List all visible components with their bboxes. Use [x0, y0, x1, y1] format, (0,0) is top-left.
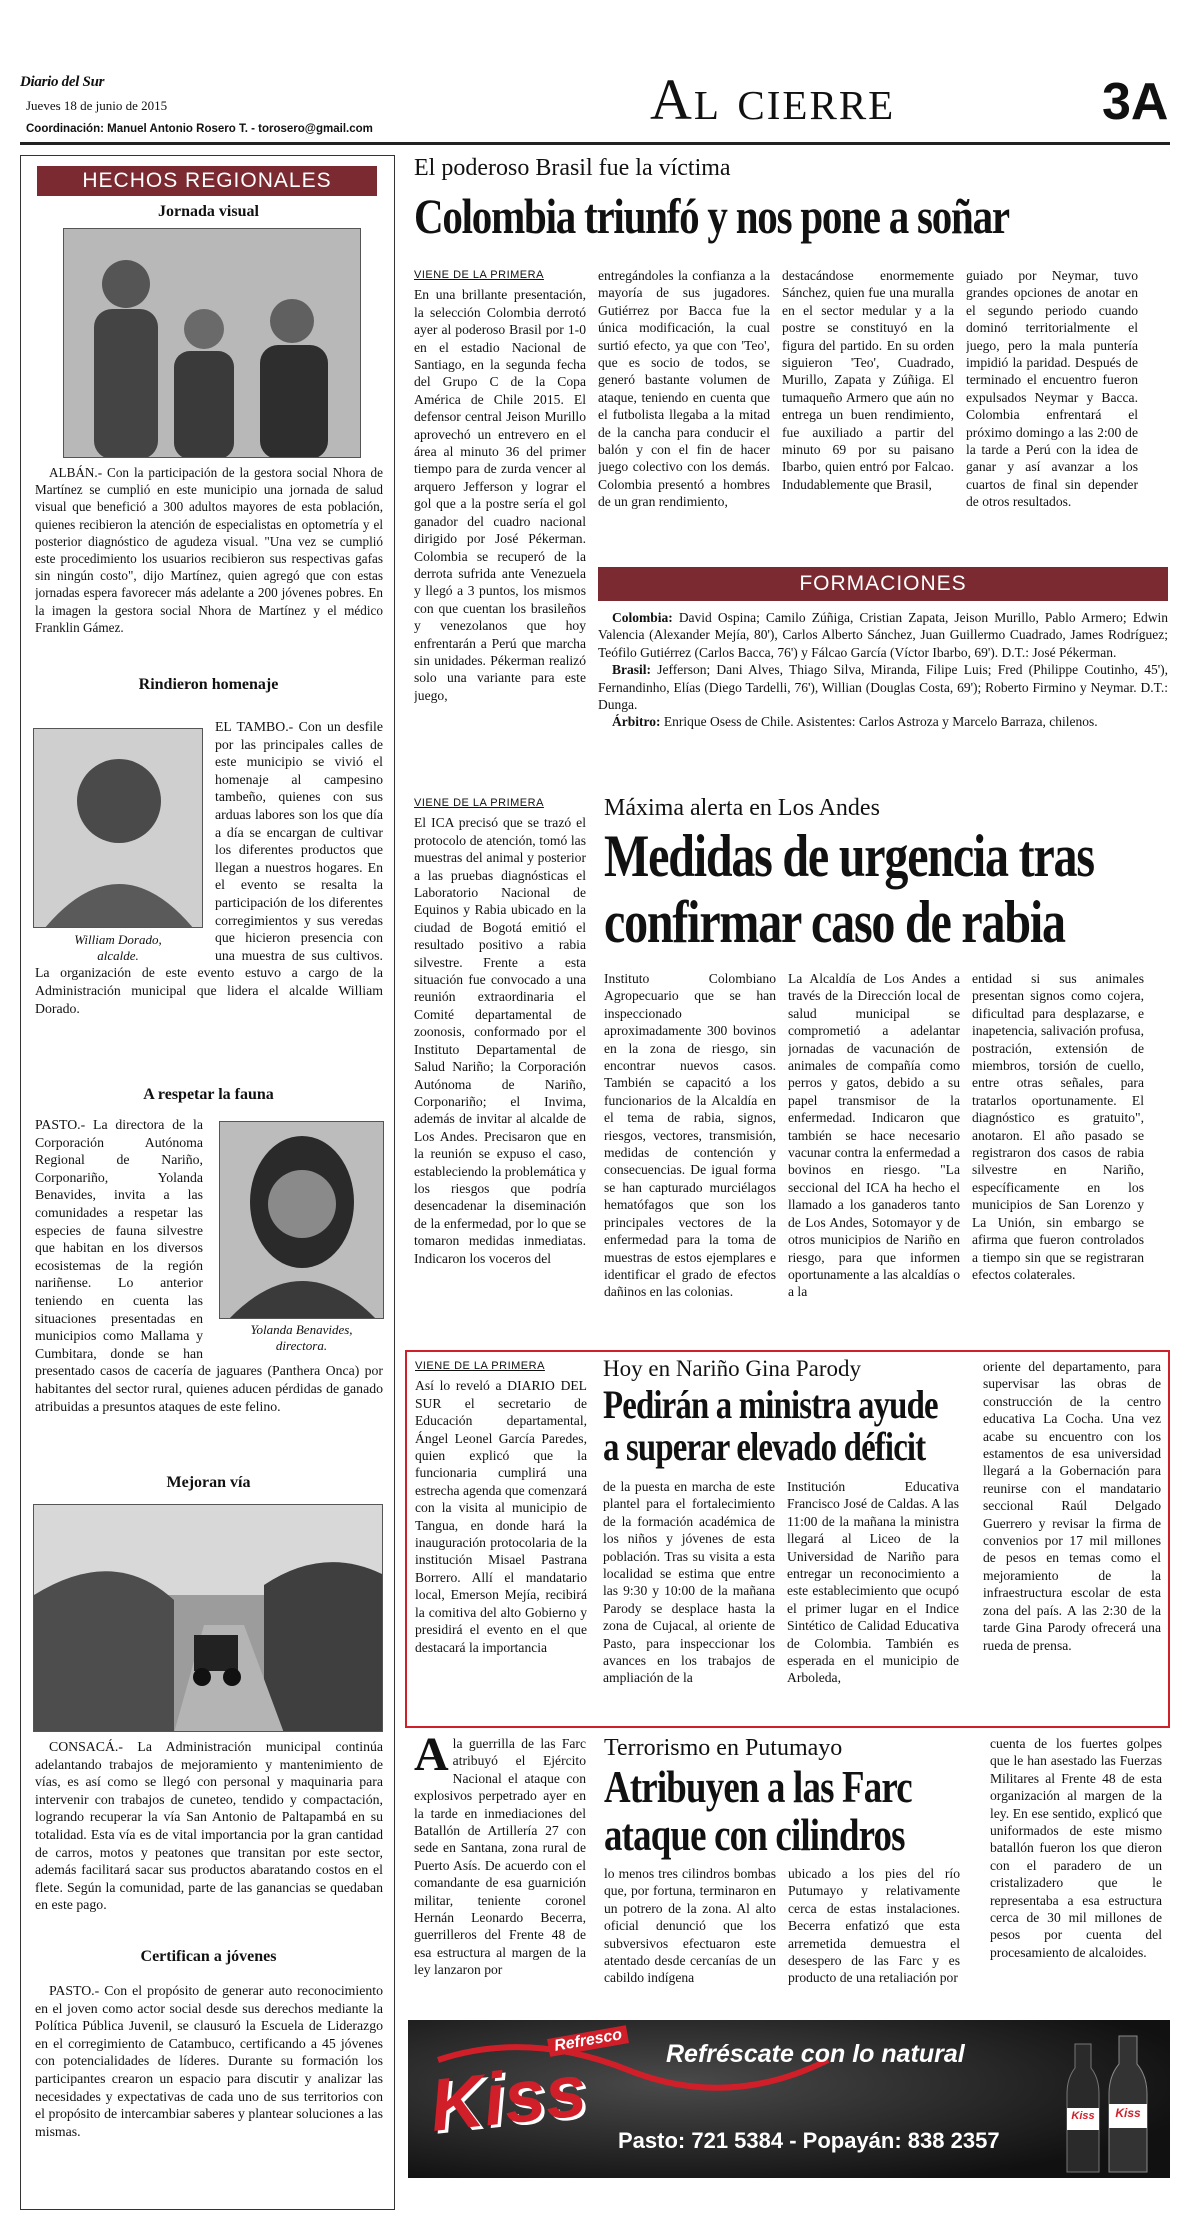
- sidebar: [20, 155, 395, 2210]
- headline-parody: Pedirán a ministra ayude a superar elevado déficit: [603, 1382, 938, 1469]
- viene-label: VIENE DE LA PRIMERA: [415, 1360, 545, 1372]
- dropcap: A: [414, 1735, 449, 1781]
- story-title-fauna: A respetar la fauna: [143, 1086, 274, 1103]
- ad-phones: Pasto: 721 5384 - Popayán: 838 2357: [618, 2128, 1000, 2153]
- story-text-homenaje: [35, 718, 383, 1068]
- photo-mejoran-via: [33, 1504, 383, 1732]
- col4-farc: cuenta de los fuertes golpes que le han asestado las Fuerzas Militares al Frente 48 de esta organización al margen de la ley. En ese sentido, explicó que uniformados de este mismo batallón fueron los que dieron con el paradero de un cristalizadero que le representaba a esa estructura cerca de 30 mil millones de pesos por cuenta del procesamiento de alcaloides.: [990, 1736, 1162, 1960]
- story-title-via: Mejoran vía: [166, 1474, 251, 1491]
- col4-colombia: guiado por Neymar, tuvo grandes opciones de anotar en el segundo periodo cuando dominó territorialmente el juego, pero la mala puntería impidió la paridad. Después de terminado el encuentro fueron expulsados Neymar y Bacca. Colombia enfrentará el próximo domingo a las 2:00 de la tarde a Perú con la idea de ganar y así avanzar a los cuartos de final sin depender de otros resultados.: [966, 268, 1138, 510]
- article-parody: [405, 1350, 1170, 1728]
- kicker-rabia: Máxima alerta en Los Andes: [604, 795, 880, 821]
- col3-farc: ubicado a los pies del río Putumayo y relativamente cerca de estas instalaciones. Becerra enfatizó que esta arremetida demuestra el desespero de las Farc y es producto de una retaliación por: [788, 1866, 960, 1986]
- formaciones-text: [598, 609, 1168, 731]
- kicker-colombia: El poderoso Brasil fue la víctima: [414, 155, 731, 181]
- homenaje-text: EL TAMBO.- Con un desfile por las principales calles de este municipio se vivió el homenaje al campesino tambeño, quienes con sus arduas labores son los que día a día se encargan de cultivar los diferentes productos que llegan a nuestros hogares. En el evento se resalta la participación de los diferentes corregimientos y sus veredas que hicieron presencia con una muestra de sus cultivos. La organización de este evento estuvo a cargo de la Administración municipal que lidera el alcalde William Dorado.: [35, 719, 383, 1016]
- bottle-label-right: Kiss: [1115, 2106, 1141, 2120]
- referee: Enrique Osess de Chile. Asistentes: Carlos Astroza y Marcelo Barraza, chilenos.: [663, 714, 1098, 730]
- kicker-farc: Terrorismo en Putumayo: [604, 1735, 843, 1761]
- headline-colombia: Colombia triunfó y nos pone a soñar: [414, 188, 1009, 244]
- col1-rabia: VIENE DE LA PRIMERA El ICA precisó que se trazó el protocolo de atención, tomó las muestras del animal y posterior a las pruebas diagnósticas el Laboratorio Nacional de Equinos y Rabia ubicado en la ciudad de Bogotá emitió el resultado positivo a rabia silvestre. Frente a esta situación fue convocado a una reunión extraordinaria el Comité departamental de zoonosis, conformado por el Instituto Departamental de Salud Nariño; la Corporación Autónoma de Nariño, Corponariño; el Invima, además de invitar al alcalde de Los Andes. Precisaron que en la reunión se expuso el caso, estableciendo la problemática y los riesgos que podría desencadenar la diseminación de la enfermedad, por lo que se tomaron medidas inmediatas. Indicaron los voceros del: [414, 797, 586, 1266]
- article-farc: [410, 1735, 1170, 2005]
- lineup-colombia: David Ospina; Camilo Zúñiga, Cristian Zapata, Jeison Murillo, Pablo Armero; Edwin Valencia (Alexander Mejía, 80'), Carlos Alberto Sánchez, Juan Guillermo Cuadrado, James Rodríguez; Teófilo Gutiérrez (Carlos Bacca, 76') y Fálcao García (Víctor Ibarbo, 69'). D.T.: José Pékerman.: [598, 610, 1168, 660]
- col1-colombia: VIENE DE LA PRIMERA En una brillante presentación, la selección Colombia derrotó ayer al poderoso Brasil por 1-0 en el estadio Nacional de Santiago, en la segunda fecha del Grupo C de la Copa América de Chile 2015. El defensor central Jeison Murillo aprovechó un entrevero en el área al minuto 36 del primer tiempo para de zurda vencer al arquero Jefferson y lograr el gol que a la postre sería el gol ganador del cuadro nacional dirigido por José Pékerman. Colombia se recuperó de la derrota sufrida ante Venezuela y llegó a 3 puntos, los mismos con que cuentan los brasileños y venezolanos que hoy enfrentarán a Perú que marcha sin unidades. Pékerman realizó solo una variante para este juego,: [414, 269, 586, 703]
- photo-jornada-visual: [63, 228, 361, 458]
- road-machinery-photo: [34, 1505, 383, 1732]
- ad-brand-logo: Kiss: [426, 2048, 591, 2147]
- fauna-text: PASTO.- La directora de la Corporación Autónoma Regional de Nariño, Corponariño, Yolanda Benavides, invita a las comunidades a respetar las especies de fauna silvestre que habitan en los diversos ecosistemas de la región nariñense. Lo anterior teniendo en cuenta las situaciones presentadas en municipios como Mallama y Cumbitara, donde se han presentado casos de cacería de jaguares (Panthera Onca) por habitantes del sector rural, quienes aducen pérdidas de ganado atribuidas a presuntos ataques de este felino.: [35, 1117, 383, 1414]
- story-text-certifican: PASTO.- Con el propósito de generar auto reconocimiento en el joven como actor social desde sus derechos mediante la Política Pública Juvenil, se clausuró la Escuela de Liderazgo en el corregimiento de Catambuco, certificando a 45 jóvenes con potencialidades de líderes. Durante su formación los participantes crearon un espacio para discutir y analizar las necesidades y expectativas de cada uno de sus territorios con el propósito de intercambiar saberes y plantear soluciones a las mismas.: [35, 1983, 383, 2139]
- masthead-rule: [20, 142, 1170, 145]
- col3-colombia: destacándose enormemente Sánchez, quien fue una muralla en el sector medular y a la postre se constituyó en la figura del partido. En su orden siguieron 'Teo', Cuadrado, Murillo, Zapata y Zúñiga. El tumaqueño Armero que aún no entrega un buen rendimiento, fue auxiliado a partir del minuto 69 por su paisano Ibarbo, quien entró por Falcao. Indudablemente que Brasil,: [782, 268, 954, 492]
- people-photo: [64, 229, 361, 458]
- col3-rabia: La Alcaldía de Los Andes a través de la Dirección local de salud municipal se comprometió a adelantar jornadas de vacunación de animales de compañía como perros y gatos, debido a su papel transmisor de la enfermedad. Indicaron que también se hace necesario vacunar contra la enfermedad a bovinos en riesgo. "La seccional del ICA ha hecho el llamado a los ganaderos tanto de Los Andes, Sotomayor y de otros municipios de Nariño en riesgo, para que informen oportunamente a las alcaldías o a la: [788, 971, 960, 1300]
- masthead: [20, 68, 1170, 148]
- col3-parody: Institución Educativa Francisco José de Caldas. A las 11:00 de la mañana la ministra llegará al Liceo de la Universidad de Nariño para entregar un reconocimiento a este establecimiento que ocupó el primer lugar en el Indice Sintético de Calidad Educativa de Colombia. También es esperada en el municipio de Arboleda,: [787, 1479, 959, 1686]
- kicker-parody: Hoy en Nariño Gina Parody: [603, 1356, 862, 1381]
- ad-slogan: Refréscate con lo natural: [666, 2040, 965, 2068]
- coordination-line: Coordinación: Manuel Antonio Rosero T. - torosero@gmail.com: [26, 123, 373, 135]
- col2-parody: de la puesta en marcha de este plantel para el fortalecimiento de la formación académica de los niños y jóvenes de esta población. Tras su visita a esta localidad se estima que entre las 9:30 y 10:00 de la mañana Parody se desplace hasta la zona de Cujacal, al oriente de Pasto, para inspeccionar los avances en los trabajos de ampliación de la: [603, 1479, 775, 1686]
- issue-date: Jueves 18 de junio de 2015: [26, 98, 168, 113]
- caption-role: directora.: [275, 1338, 328, 1353]
- lineup-brasil: Jefferson; Dani Alves, Thiago Silva, Miranda, Filipe Luis; Fred (Philippe Coutinho, 45'), Fernandinho, Elías (Diego Tardelli, 76'), Willian (Douglas Costa, 69'); Roberto Firmino y Neymar. D.T.: Dunga.: [598, 662, 1169, 713]
- bottle-label-left: Kiss: [1071, 2110, 1095, 2122]
- page-number: 3A: [1102, 73, 1169, 131]
- story-text-via: CONSACÁ.- La Administración municipal continúa adelantando trabajos de mejoramiento y mantenimiento de vías, es así como se llegó con personal y maquinaria para intervenir con trabajos de cuneteo, tendido y compactación, logrando recuperar la vía San Antonio de Paltapambá en su totalidad. Esta vía es de vital importancia por la gran cantidad de carros, motos y peatones que transitan por este sector, además facilitará sacar sus productos abaratando costos en el flete. Según la comunidad, parte de las ganancias se quedaban en este pago.: [35, 1739, 383, 1913]
- caption-role: alcalde.: [97, 948, 139, 963]
- ad-brand-small: Refresco: [547, 2025, 629, 2057]
- col1-parody: VIENE DE LA PRIMERA Así lo reveló a DIARIO DEL SUR el secretario de Educación departamental, Ángel Leonel García Paredes, quien explicó que la funcionaria cumplirá una estrecha agenda que comenzará con la visita al municipio de Tangua, en donde hará la inauguración protocolaria de la institución Misael Pastrana Borrero. Allí el mandatario local, Emerson Mejía, recibirá la comitiva del alto Gobierno y presidirá el evento en el que destacará la importancia: [415, 1360, 587, 1655]
- viene-label: VIENE DE LA PRIMERA: [414, 797, 544, 809]
- story-title-jornada: Jornada visual: [158, 203, 259, 220]
- col2-farc: lo menos tres cilindros bombas que, por fortuna, terminaron en un potrero de la zona. Al alto oficial denunció que los subversivos efectuaron este atentado desde cercanías de un cabildo indígena: [604, 1866, 776, 1986]
- section-title: Al cierre: [650, 67, 896, 132]
- formaciones-band: FORMACIONES: [598, 567, 1168, 601]
- formaciones-box: [598, 567, 1168, 767]
- story-text-fauna: [35, 1116, 383, 1426]
- label-arbitro: Árbitro:: [612, 714, 661, 730]
- story-title-certifican: Certifican a jóvenes: [140, 1948, 277, 1965]
- caption-name: Yolanda Benavides,: [250, 1322, 353, 1337]
- col1-farc: A la guerrilla de las Farc atribuyó el Ejército Nacional el ataque con explosivos perpetrado ayer en la tarde en inmediaciones del Batallón de Artillería 27 con sede en Santana, zona rural de Puerto Asís. De acuerdo con el comandante de esa guarnición militar, teniente coronel Hernán Leonardo Becerra, guerrilleros del Frente 48 de esa estructura al margen de la ley lanzaron por: [414, 1735, 586, 1978]
- story-text-jornada: ALBÁN.- Con la participación de la gestora social Nhora de Martínez se cumplió en este municipio una jornada de salud visual que benefició a 300 adultos mayores de esta población, quienes recibieron la atención de especialistas en optometría y el posterior diagnóstico de agudeza visual. "Una vez se cumplió este procedimiento los usuarios recibieron sus respectivas gafas sin ningún costo", dijo Martínez, quien agregó que con estas jornadas espera favorecer más adelante a 200 jóvenes pobres. En la imagen la gestora social Nhora de Martínez y el médico Franklin Gámez.: [35, 465, 383, 635]
- kiss-advertisement: [408, 2020, 1170, 2178]
- col2-rabia: Instituto Colombiano Agropecuario que se han inspeccionado aproximadamente 300 bovinos en la zona de riesgo, sin encontrar nuevos casos. También se capacitó a los funcionarios de la Alcaldía en el tema de rabia, signos, riesgos, vectores, transmisión, medidas de contención y consecuencias. De igual forma se han capturado murciélagos hematófagos que son los principales vectores de la enfermedad para la toma de muestras de estos ejemplares e identificar el grado de efectos dañinos en las colonias.: [604, 971, 776, 1300]
- label-colombia: Colombia:: [612, 610, 673, 625]
- col4-parody: oriente del departamento, para supervisar las obras de construcción de la centro educativa La Cocha. Una vez acabe su encuentro con los estamentos de esa universidad llegará a la Gobernación para reunirse con el mandatario seccional Raúl Delgado Guerrero y revisar la firma de convenios por 17 mil millones de pesos en temas como el mejoramiento de la infraestructura escolar de esta zona del país. A las 2:30 de la tarde Gina Parody ofrecerá una rueda de prensa.: [983, 1359, 1161, 1653]
- headline-rabia: Medidas de urgencia tras confirmar caso de rabia: [604, 823, 1094, 955]
- headline-farc: Atribuyen a las Farc ataque con cilindros: [604, 1762, 912, 1860]
- sidebar-header: HECHOS REGIONALES: [37, 166, 377, 196]
- paper-name: Diario del Sur: [20, 74, 105, 90]
- col4-rabia: entidad si sus animales presentan signos como cojera, dificultad para desplazarse, e inapetencia, salivación profusa, postración, extensión de miembros, torsión de cuello, entre otras señales, para tratarlos oportunamente. El diagnóstico es gratuito", anotaron. El año pasado se registraron dos casos de rabia silvestre en Nariño, específicamente en los municipios de San Lorenzo y La Unión, sin embargo se afirma que fueron controlados a tiempo sin que se registraran efectos colaterales.: [972, 971, 1144, 1282]
- story-title-homenaje: Rindieron homenaje: [138, 676, 279, 693]
- article-colombia: [410, 155, 1170, 775]
- caption-name: William Dorado,: [74, 932, 162, 947]
- label-brasil: Brasil:: [612, 662, 651, 678]
- viene-label: VIENE DE LA PRIMERA: [414, 269, 544, 281]
- article-rabia: [410, 795, 1170, 1340]
- col2-colombia: entregándoles la confianza a la mayoría de sus jugadores. Gutiérrez por Bacca fue la única modificación, la cual surtió efecto, ya que con 'Teo', que es socio de todos, se generó bastante volumen de ataque, teniendo en cuenta que el futbolista llegaba a la mitad de la cancha para conducir el balón y con el fin de hacer juego colectivo con los demás. Colombia presentó a hombres de un gran rendimiento,: [598, 268, 770, 510]
- bottle-icon: [1053, 2024, 1163, 2174]
